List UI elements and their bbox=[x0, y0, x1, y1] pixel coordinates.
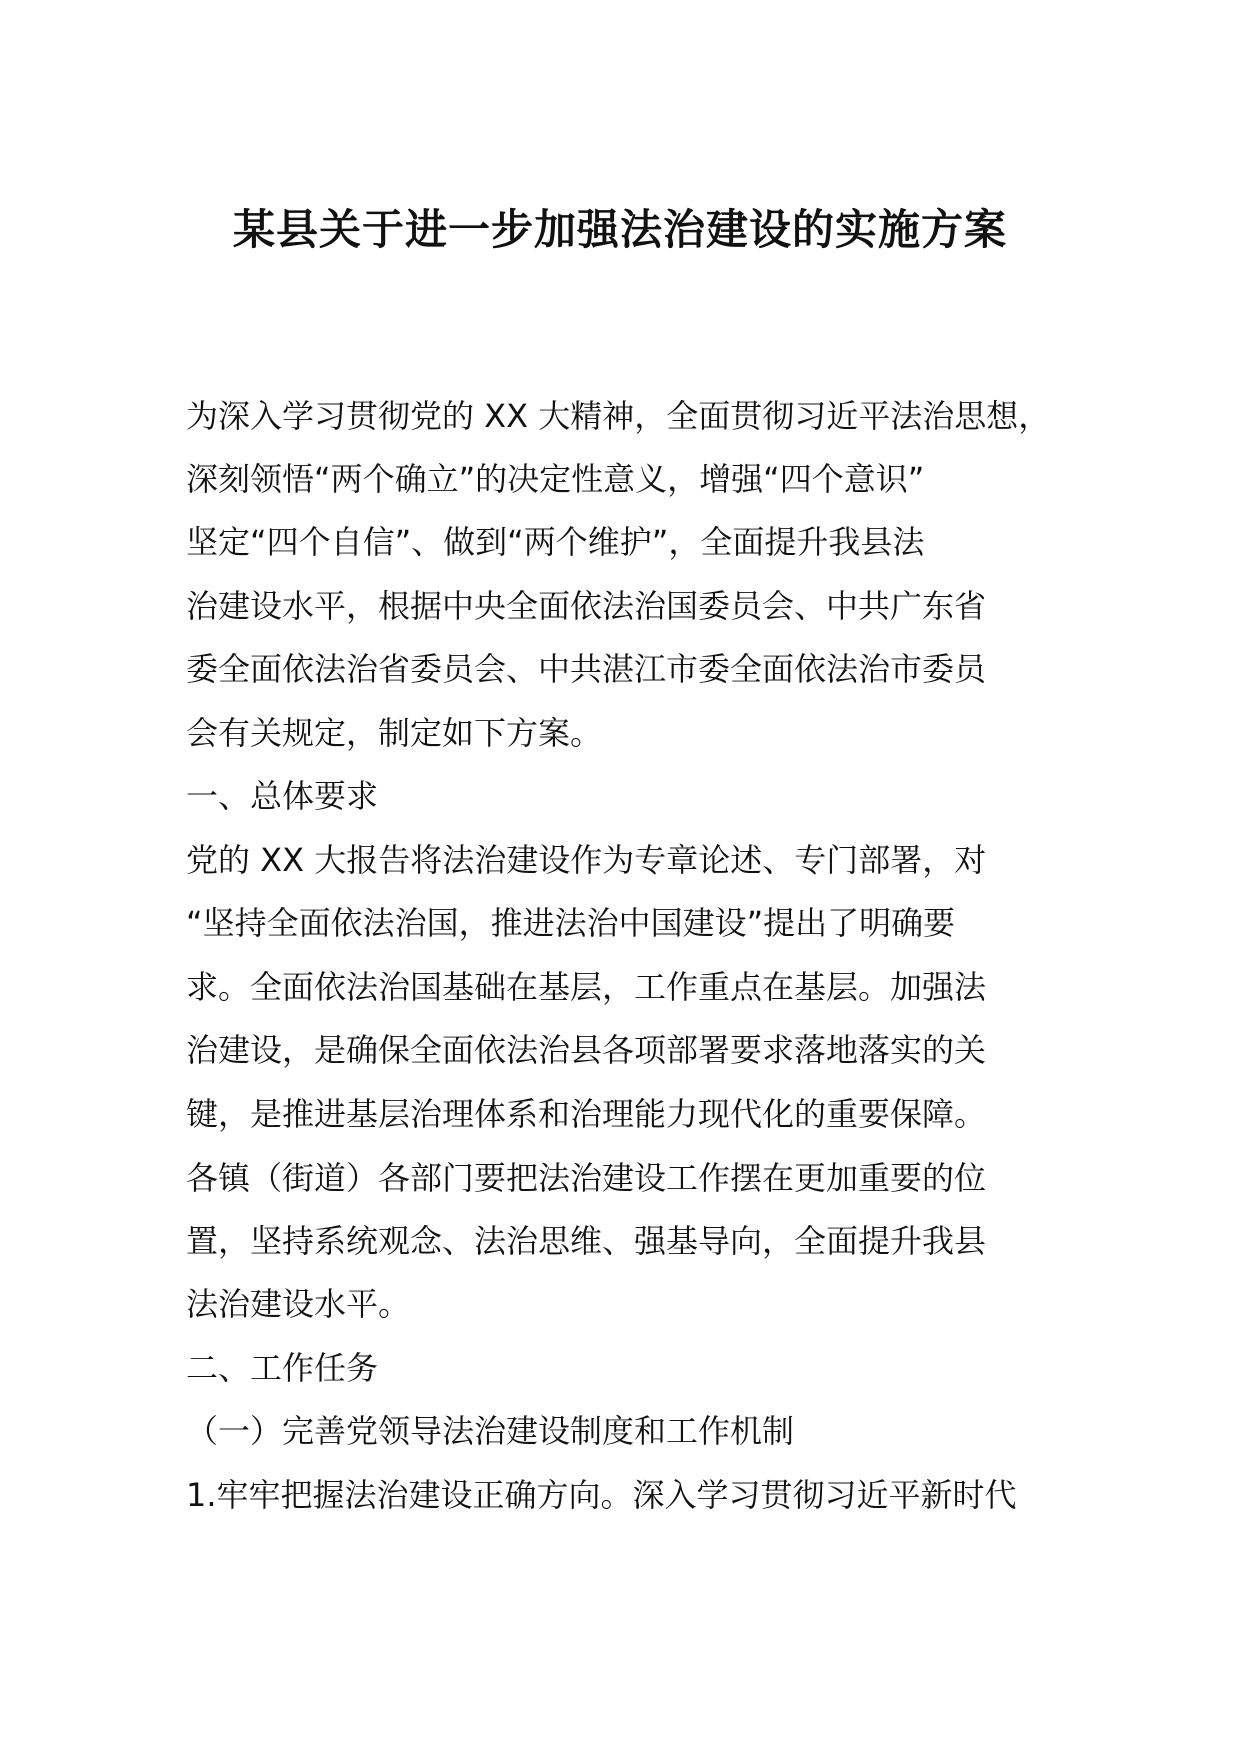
body-line: 治建设水平，根据中央全面依法治国委员会、中共广东省 bbox=[186, 587, 987, 625]
section-heading: 二、工作任务 bbox=[186, 1349, 379, 1387]
subsection-heading: （一）完善党领导法治建设制度和工作机制 bbox=[186, 1412, 795, 1450]
body-line: 键，是推进基层治理体系和治理能力现代化的重要保障。 bbox=[186, 1095, 987, 1133]
document-title: 某县关于进一步加强法治建设的实施方案 bbox=[232, 205, 1007, 254]
section-heading: 一、总体要求 bbox=[186, 777, 379, 815]
body-line: 治建设，是确保全面依法治县各项部署要求落地落实的关 bbox=[186, 1031, 987, 1069]
body-line: 1.牢牢把握法治建设正确方向。深入学习贯彻习近平新时代 bbox=[186, 1476, 1017, 1514]
body-line: 为深入学习贯彻党的 XX 大精神，全面贯彻习近平法治思想， bbox=[186, 397, 1051, 435]
body-line: 各镇（街道）各部门要把法治建设工作摆在更加重要的位 bbox=[186, 1159, 987, 1197]
body-line: “坚持全面依法治国，推进法治中国建设”提出了明确要 bbox=[186, 904, 956, 942]
body-line: 求。全面依法治国基础在基层，工作重点在基层。加强法 bbox=[186, 968, 987, 1006]
body-line: 法治建设水平。 bbox=[186, 1285, 411, 1323]
body-line: 会有关规定，制定如下方案。 bbox=[186, 714, 603, 752]
body-line: 党的 XX 大报告将法治建设作为专章论述、专门部署，对 bbox=[186, 841, 987, 879]
body-line: 置，坚持系统观念、法治思维、强基导向，全面提升我县 bbox=[186, 1222, 987, 1260]
body-line: 深刻领悟“两个确立”的决定性意义，增强“四个意识” bbox=[186, 460, 925, 498]
body-line: 坚定“四个自信”、做到“两个维护”，全面提升我县法 bbox=[186, 523, 925, 561]
body-line: 委全面依法治省委员会、中共湛江市委全面依法治市委员 bbox=[186, 650, 987, 688]
